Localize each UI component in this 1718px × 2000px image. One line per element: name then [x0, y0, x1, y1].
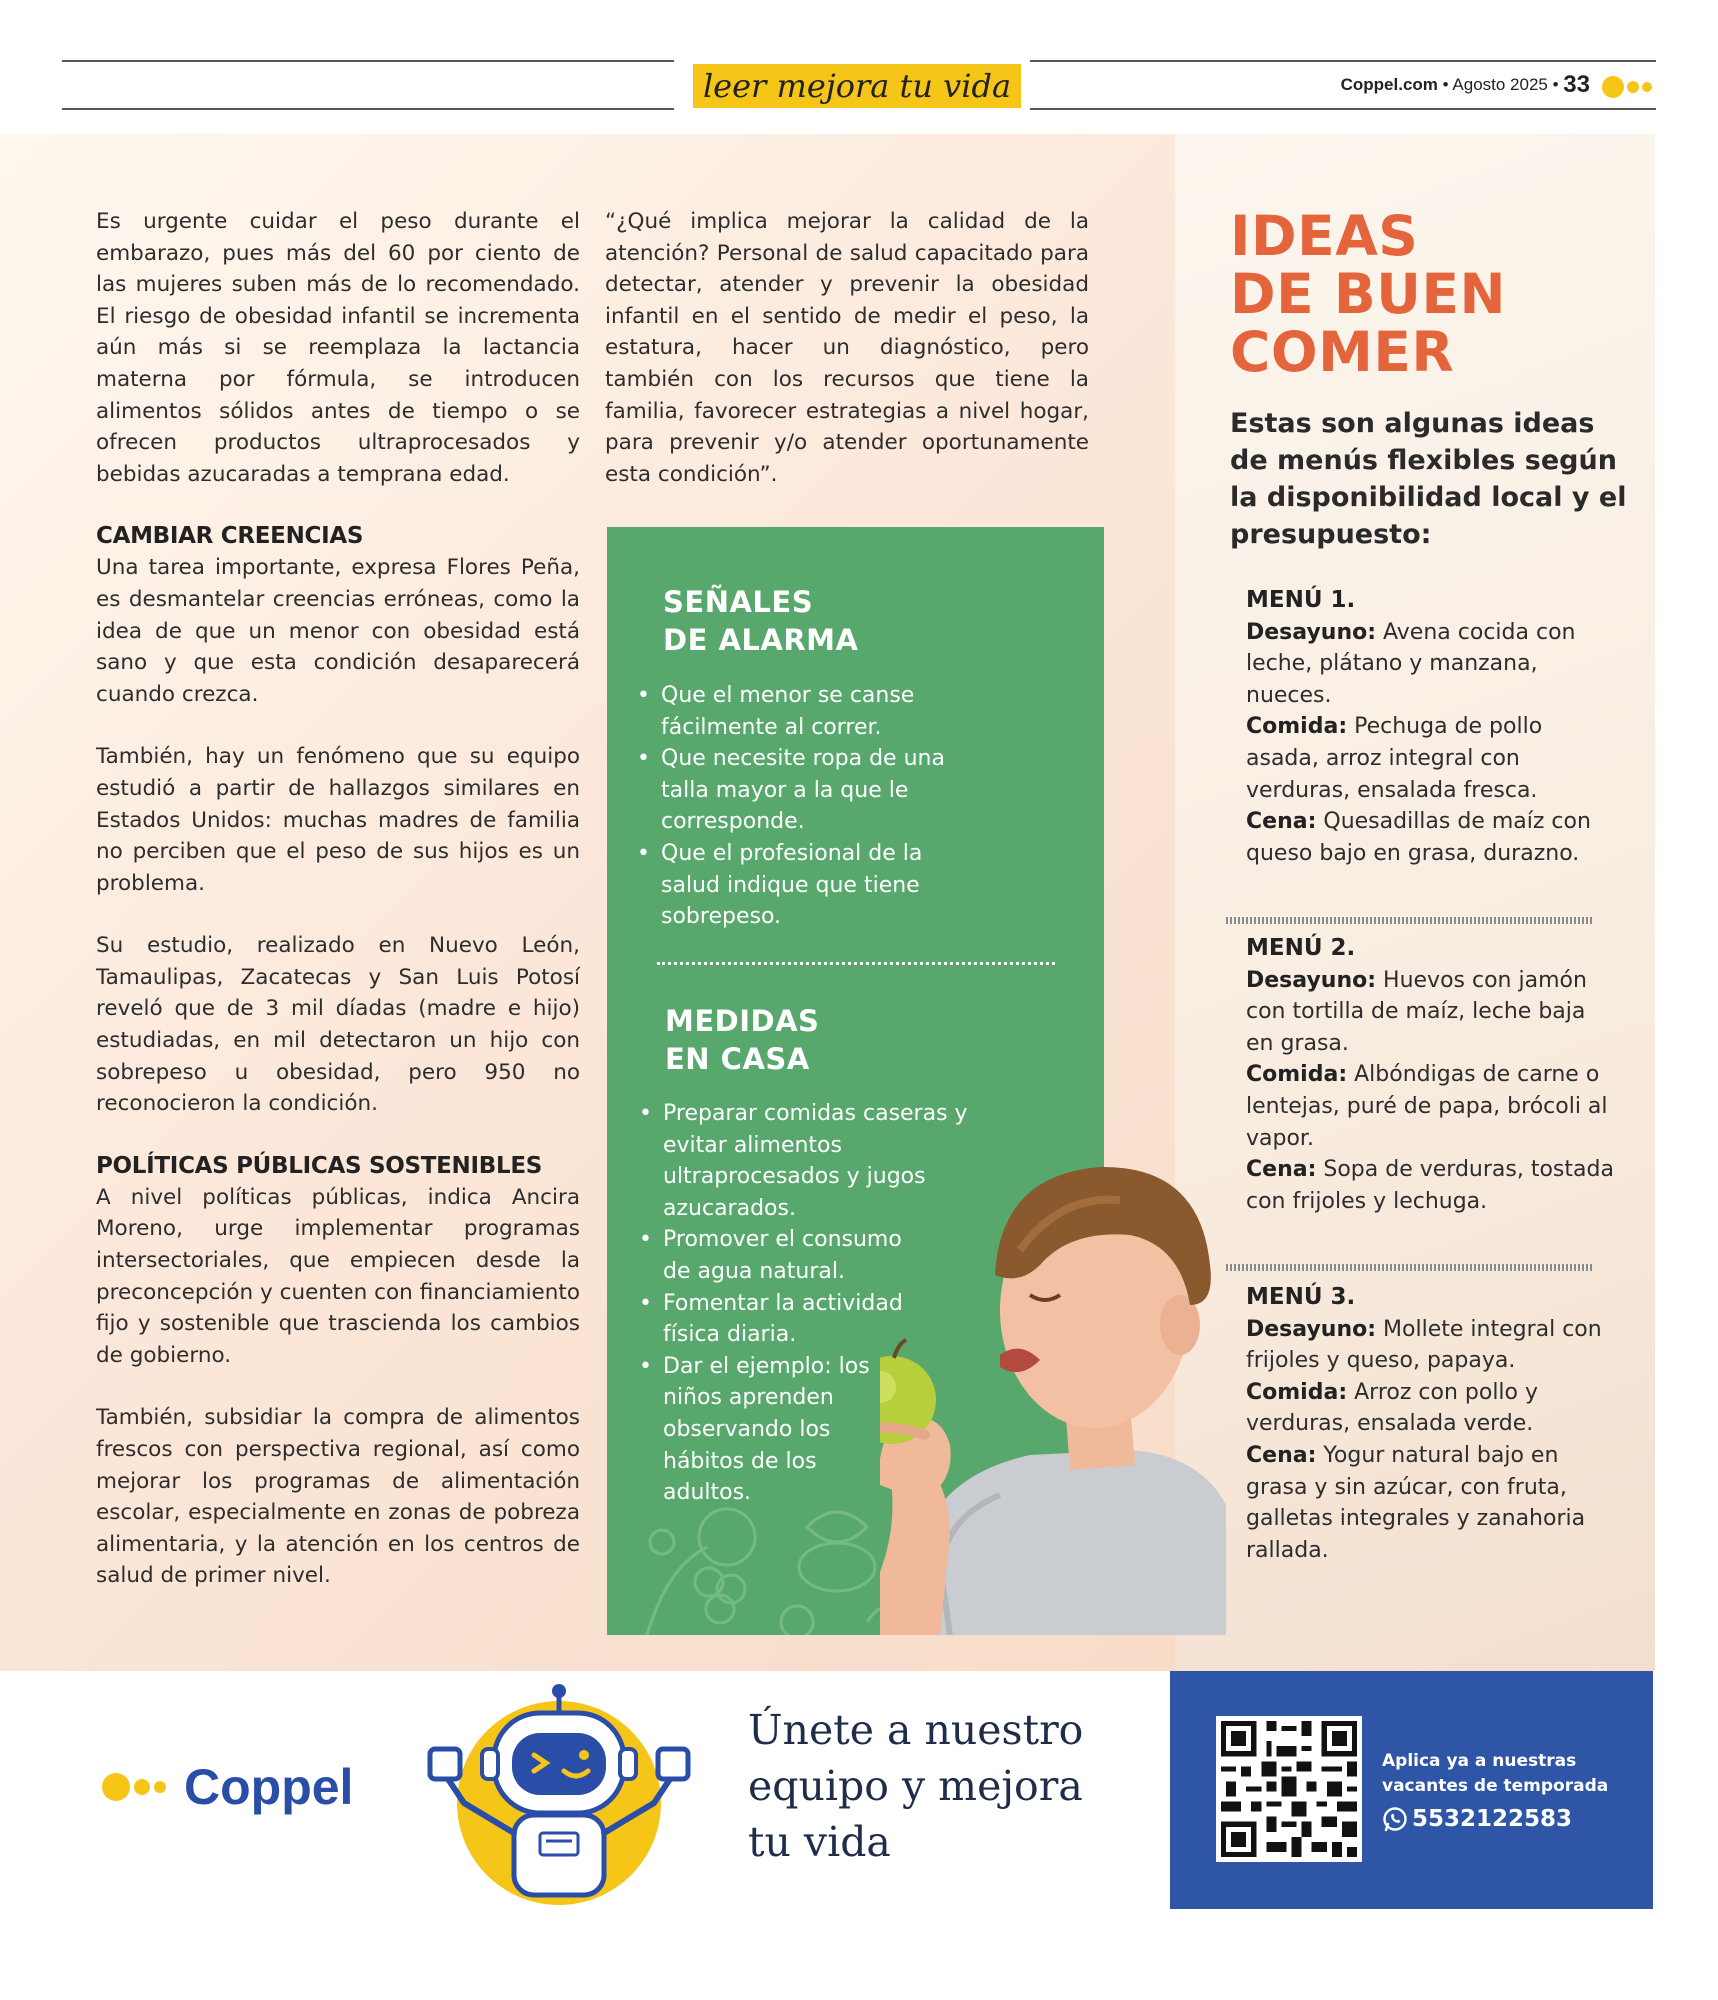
footer-slogan: Únete a nuestro equipo y mejora tu vida: [748, 1706, 1084, 1866]
menu-title: MENÚ 1.: [1246, 587, 1356, 613]
boy-eating-apple-image: [880, 1155, 1226, 1635]
article-paragraph: También, subsidiar la compra de alimentos frescos con perspectiva regional, así como mejorar los programas de alimentación escolar, especialmente en zonas de pobreza alimentaria, y la atención en los centros de salud de primer nivel.: [96, 1405, 580, 1589]
menu-comida: Comida: Arroz con pollo y verduras, ensalada verde.: [1246, 1379, 1539, 1437]
article-quote: “¿Qué implica mejorar la calidad de la atención? Personal de salud capacitado para detectar, atender y prevenir la obesidad infantil en el sentido de medir el peso, la estatura, hacer un diagnóstico, pero también con los recursos que tiene la familia, favorecer estrategias a nivel hogar, para prevenir y/o atender oportunamente esta condición”.: [605, 209, 1089, 487]
menu-comida: Comida: Pechuga de pollo asada, arroz integral con verduras, ensalada fresca.: [1246, 714, 1543, 803]
coppel-wordmark: Coppel: [184, 1759, 354, 1815]
alarma-list: [635, 680, 965, 933]
list-item: • Que el menor se canse fácilmente al correr.: [635, 680, 965, 743]
menu-card-1: [1246, 585, 1616, 869]
list-item: • Fomentar la actividad física diaria.: [637, 1288, 923, 1351]
article-paragraph: También, hay un fenómeno que su equipo estudió a partir de hallazgos similares en Estados Unidos: muchas madres de familia no perciben que el peso de sus hijos es un problema.: [96, 744, 580, 896]
page-number: 33: [1563, 71, 1590, 98]
recruitment-box[interactable]: [1170, 1671, 1653, 1909]
list-item: • Que necesite ropa de una talla mayor a la que le corresponde.: [635, 743, 965, 838]
menu-title: MENÚ 2.: [1246, 935, 1356, 961]
list-item: • Que el profesional de la salud indique que tiene sobrepeso.: [635, 838, 965, 933]
alarma-title: SEÑALES DE ALARMA: [663, 585, 859, 657]
article-column-2: [605, 206, 1089, 521]
header-rule-right-bottom: [1030, 108, 1656, 110]
menu-card-3: [1246, 1282, 1616, 1566]
menu-comida: Comida: Albóndigas de carne o lentejas, puré de papa, brócoli al vapor.: [1246, 1062, 1608, 1151]
header-info: [1040, 70, 1590, 100]
menu-desayuno: Desayuno: Avena cocida con leche, plátano y manzana, nueces.: [1246, 619, 1576, 708]
list-item: • Preparar comidas caseras y evitar alimentos ultraprocesados y jugos azucarados.: [637, 1098, 1017, 1224]
article-column-1: [96, 206, 580, 1623]
whatsapp-phone[interactable]: [1382, 1803, 1572, 1835]
header-separator: •: [1442, 75, 1449, 94]
qr-code-icon[interactable]: [1216, 1716, 1362, 1862]
article-paragraph: Una tarea importante, expresa Flores Peña, es desmantelar creencias erróneas, como la idea de que un menor con obesidad está sano y que esta condición desaparecerá cuando crezca.: [96, 555, 580, 707]
menu-cena: Cena: Quesadillas de maíz con queso bajo en grasa, durazno.: [1246, 809, 1591, 866]
section-heading-creencias: CAMBIAR CREENCIAS: [96, 523, 364, 550]
recruitment-text: Aplica ya a nuestras vacantes de temporada: [1382, 1751, 1609, 1796]
sidebar-divider: [657, 962, 1055, 965]
menu-card-2: [1246, 933, 1616, 1217]
section-heading-politicas: POLÍTICAS PÚBLICAS SOSTENIBLES: [96, 1152, 543, 1179]
menu-cena: Cena: Yogur natural bajo en grasa y sin azúcar, con fruta, galletas integrales y zanahoria rallada.: [1246, 1442, 1586, 1563]
menu-separator: [1226, 917, 1592, 924]
menu-desayuno: Desayuno: Huevos con jamón con tortilla de maíz, leche baja en grasa.: [1246, 967, 1587, 1056]
header-rule-left-bottom: [62, 108, 674, 110]
menu-desayuno: Desayuno: Mollete integral con frijoles y queso, papaya.: [1246, 1316, 1602, 1374]
menu-cena: Cena: Sopa de verduras, tostada con frijoles y lechuga.: [1246, 1157, 1614, 1214]
ideas-intro: Estas son algunas ideas de menús flexibles según la disponibilidad local y el presupuesto:: [1230, 408, 1627, 550]
article-paragraph: Es urgente cuidar el peso durante el embarazo, pues más del 60 por ciento de las mujeres suben más de lo recomendado. El riesgo de obesidad infantil se incrementa aún más si se reemplaza la lactancia materna por fórmula, se introducen alimentos sólidos antes de tiempo o se ofrecen productos ultraprocesados y bebidas azucaradas a temprana edad.: [96, 209, 580, 487]
article-paragraph: Su estudio, realizado en Nuevo León, Tamaulipas, Zacatecas y San Luis Potosí reveló que de 3 mil díadas (madre e hijo) estudiadas, en mil detectaron un hijo con sobrepeso u obesidad, pero 950 no reconocieron la condición.: [96, 933, 580, 1117]
issue-date: Agosto 2025: [1452, 75, 1548, 94]
whatsapp-icon: [1382, 1806, 1408, 1832]
site-link[interactable]: Coppel.com: [1340, 75, 1438, 94]
ideas-title: IDEAS DE BUEN COMER: [1230, 204, 1507, 384]
header-separator-2: •: [1552, 75, 1559, 94]
header-rule-left-top: [62, 60, 674, 62]
list-item: • Dar el ejemplo: los niños aprenden observando los hábitos de los adultos.: [637, 1351, 893, 1509]
list-item: • Promover el consumo de agua natural.: [637, 1224, 923, 1287]
menu-title: MENÚ 3.: [1246, 1284, 1356, 1310]
phone-number: 5532122583: [1412, 1806, 1573, 1832]
article-paragraph: A nivel políticas públicas, indica Ancira Moreno, urge implementar programas intersectoriales, que empiecen desde la preconcepción y cuenten con financiamiento fijo y sostenible que trascienda los cambios de gobierno.: [96, 1184, 580, 1368]
medidas-title: MEDIDAS EN CASA: [665, 1004, 820, 1076]
menu-separator: [1226, 1264, 1592, 1271]
section-tagline: leer mejora tu vida: [693, 64, 1021, 108]
robot-mascot-icon: [424, 1683, 694, 1907]
header-rule-right-top: [1030, 60, 1656, 62]
